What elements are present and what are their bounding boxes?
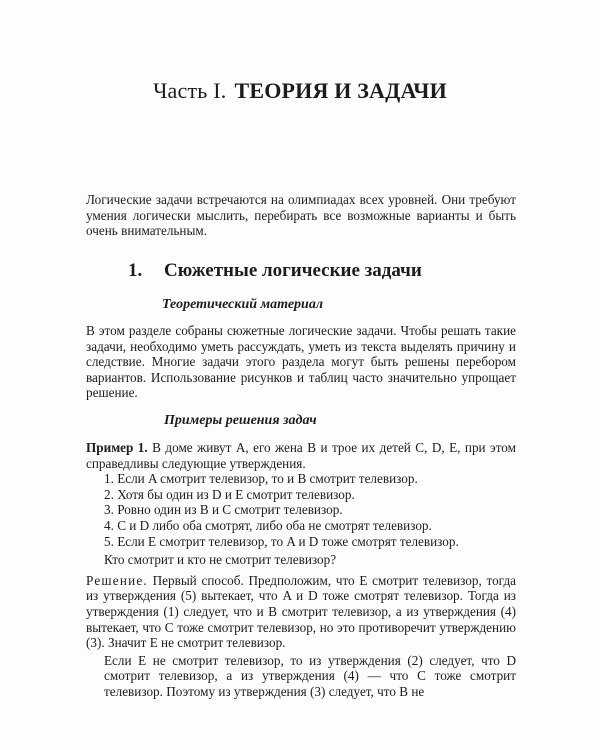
example-label: Пример 1.	[86, 440, 148, 455]
solution-label: Решение.	[86, 572, 148, 588]
example-block	[86, 440, 516, 700]
theory-heading: Теоретический материал	[162, 297, 324, 312]
solution-text-1: Первый способ. Предположим, что E смотрит телевизор, тогда из утверждения (5) вытекает, что A и D тоже смотрят телевизор. Тогда из утверждения (1) следует, что и B смотрит телевизор, а из утверждения (4) вытекает, что C тоже смотрит телевизор, но это противоречит утверждению (3). Значит E не смотрит телевизор.	[86, 572, 517, 651]
part-title	[0, 78, 600, 104]
chapter-number: 1.	[128, 260, 143, 281]
part-name: ТЕОРИЯ И ЗАДАЧИ	[234, 78, 447, 103]
statement-3: 3. Ровно один из B и C смотрит телевизор.	[104, 502, 343, 518]
statement-5: 5. Если E смотрит телевизор, то A и D тоже смотрят телевизор.	[104, 533, 459, 549]
chapter-heading	[128, 260, 422, 282]
solution-paragraph-1	[86, 573, 516, 651]
statement-2: 2. Хотя бы один из D и E смотрит телевизор.	[104, 486, 355, 502]
theory-paragraph: В этом разделе собраны сюжетные логические задачи. Чтобы решать такие задачи, необходимо уметь рассуждать, уметь из текста выделять причину и следствие. Многие задачи этого раздела могут быть решены перебором вариантов. Использование рисунков и таблиц часто значительно упрощает решение.	[86, 323, 516, 401]
example-intro-text: В доме живут A, его жена B и трое их детей C, D, E, при этом справедливы следующие утверждения.	[86, 440, 516, 471]
part-prefix: Часть I.	[153, 78, 227, 103]
question: Кто смотрит и кто не смотрит телевизор?	[104, 552, 337, 568]
intro-paragraph: Логические задачи встречаются на олимпиадах всех уровней. Они требуют умения логически мыслить, перебирать все возможные варианты и быть очень внимательным.	[86, 192, 516, 239]
chapter-title: Сюжетные логические задачи	[164, 260, 422, 281]
solution-paragraph-2: Если E не смотрит телевизор, то из утверждения (2) следует, что D смотрит телевизор, а из утверждения (4) — что C тоже смотрит телевизор. Поэтому из утверждения (3) следует, что B не	[104, 652, 516, 699]
statement-4: 4. C и D либо оба смотрят, либо оба не смотрят телевизор.	[104, 517, 432, 533]
statement-1: 1. Если A смотрит телевизор, то и B смотрит телевизор.	[104, 471, 418, 487]
example-intro	[86, 440, 516, 471]
examples-heading: Примеры решения задач	[164, 413, 317, 428]
